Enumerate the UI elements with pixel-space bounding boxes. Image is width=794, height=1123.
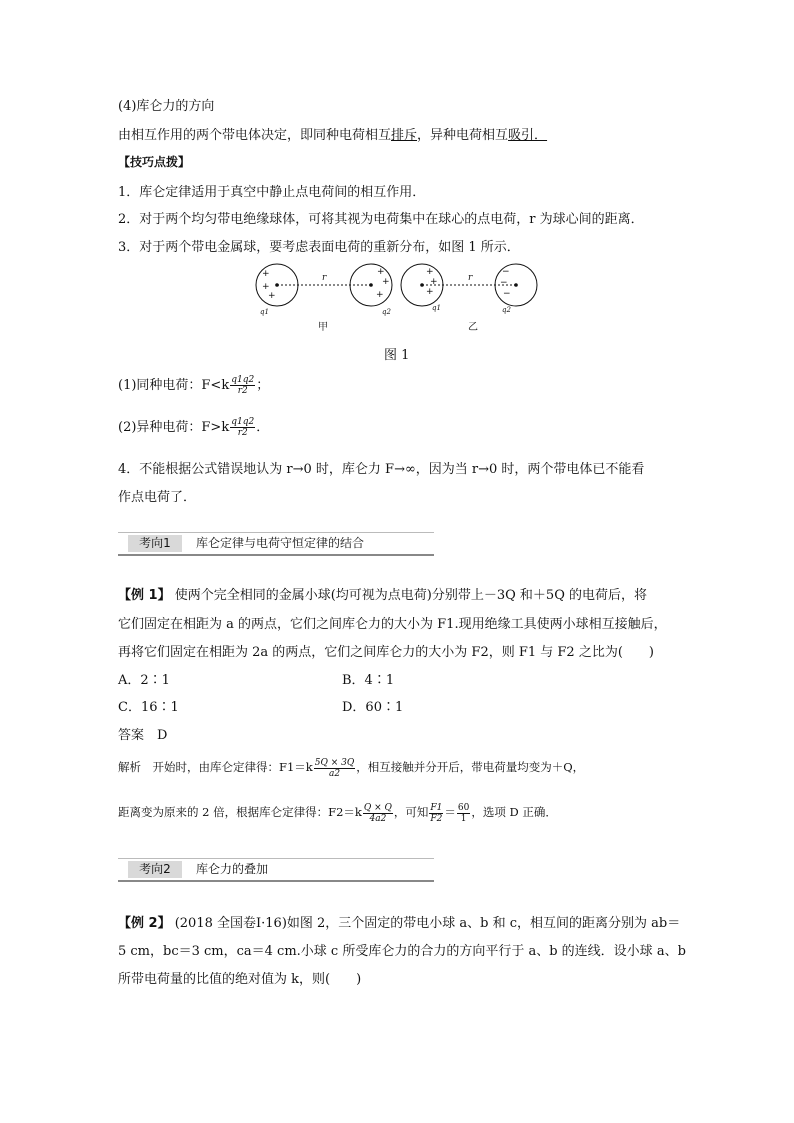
label-jia: 甲 xyxy=(318,322,328,333)
section-2-tag: 考向2 xyxy=(128,861,182,878)
section-heading: (4)库仑力的方向 xyxy=(118,99,215,114)
example-1-analysis-line-1: 解析 开始时，由库仑定律得：F1＝k $\frac{5Q \times 3Q}{a2}$ ，相互接触并分开后，带电荷量均变为＋Q， xyxy=(118,757,585,779)
option-c: C．16∶1 xyxy=(118,700,179,715)
figure-caption: 图 1 xyxy=(384,348,410,363)
option-d: D．60∶1 xyxy=(342,700,404,715)
label-r-left: r xyxy=(322,273,327,283)
svg-text:+: + xyxy=(377,267,385,277)
section-1-tag: 考向1 xyxy=(128,535,182,552)
underlined-term: 吸引． xyxy=(508,128,548,143)
label-q1-right: q1 xyxy=(432,304,441,312)
case-opposite-charge: (2)异种电荷：F>k $\frac{q1q2}{r2}$ ． xyxy=(118,417,270,438)
example-2-label: 【例 2】 xyxy=(118,916,171,931)
svg-text:+: + xyxy=(426,267,434,277)
svg-text:−: − xyxy=(500,278,508,288)
example-2-line-3: 所带电荷量的比值的绝对值为 k，则( ) xyxy=(118,972,362,987)
example-2-line-1: 【例 2】 (2018 全国卷Ⅰ·16)如图 2，三个固定的带电小球 a、b 和 c，相互间的距离分别为 ab＝ xyxy=(118,916,681,931)
svg-text:−: − xyxy=(502,267,510,277)
section-1-header xyxy=(118,532,434,556)
section-2-title: 库仑力的叠加 xyxy=(196,862,269,876)
tip-item-4-line-1: 4．不能根据公式错误地认为 r→0 时，库仑力 F→∞，因为当 r→0 时，两个带电体已不能看 xyxy=(118,462,645,477)
section-body: 由相互作用的两个带电体决定，即同种电荷相互排斥，异种电荷相互吸引． xyxy=(118,128,548,143)
example-2-line-2: 5 cm，bc＝3 cm，ca＝4 cm.小球 c 所受库仑力的合力的方向平行于 a、b 的连线．设小球 a、b xyxy=(118,944,686,959)
section-1-title: 库仑定律与电荷守恒定律的结合 xyxy=(196,536,365,550)
example-1-line-3: 再将它们固定在相距为 2a 的两点，它们之间库仑力的大小为 F2，则 F1 与 F2 之比为( ) xyxy=(118,645,654,660)
case-same-charge: (1)同种电荷：F<k $\frac{q1q2}{r2}$ ； xyxy=(118,375,270,396)
label-q1-left: q1 xyxy=(260,308,269,316)
svg-text:+: + xyxy=(382,277,390,287)
tip-item-3: 3．对于两个带电金属球，要考虑表面电荷的重新分布，如图 1 所示． xyxy=(118,240,520,255)
svg-text:+: + xyxy=(262,269,270,279)
example-1-label: 【例 1】 xyxy=(118,588,171,603)
option-b: B．4∶1 xyxy=(342,673,395,688)
section-2-header xyxy=(118,858,434,882)
example-1-analysis-line-2: 距离变为原来的 2 倍，根据库仑定律得：F2＝k $\frac{Q \times Q}{4a2}$ ，可知 $\frac{F1}{F2}$ ＝ $\frac{60}{1}$ ，选项 D 正确． xyxy=(118,802,557,824)
example-1-line-1: 【例 1】 使两个完全相同的金属小球(均可视为点电荷)分别带上－3Q 和＋5Q 的电荷后，将 xyxy=(118,588,647,603)
tip-item-4-line-2: 作点电荷了． xyxy=(118,490,197,505)
tip-item-2: 2．对于两个均匀带电绝缘球体，可将其视为电荷集中在球心的点电荷，r 为球心间的距离． xyxy=(118,212,644,227)
figure-1-diagram xyxy=(250,260,550,335)
label-q2-left: q2 xyxy=(382,308,391,316)
svg-text:+: + xyxy=(426,287,434,297)
underlined-term: 排斥 xyxy=(391,128,418,143)
tip-item-1: 1．库仑定律适用于真空中静止点电荷间的相互作用． xyxy=(118,185,426,200)
label-yi: 乙 xyxy=(468,322,478,333)
label-q2-right: q2 xyxy=(502,306,511,314)
label-r-right: r xyxy=(468,273,473,283)
svg-text:+: + xyxy=(262,282,270,292)
svg-text:+: + xyxy=(376,290,384,300)
example-1-answer: 答案 D xyxy=(118,728,168,743)
tips-heading: 【技巧点拨】 xyxy=(118,155,191,169)
option-a: A．2∶1 xyxy=(118,673,170,688)
svg-text:+: + xyxy=(268,291,276,301)
svg-text:+: + xyxy=(430,277,438,287)
example-1-line-2: 它们固定在相距为 a 的两点，它们之间库仑力的大小为 F1.现用绝缘工具使两小球相互接触后， xyxy=(118,617,667,632)
svg-text:−: − xyxy=(503,289,511,299)
